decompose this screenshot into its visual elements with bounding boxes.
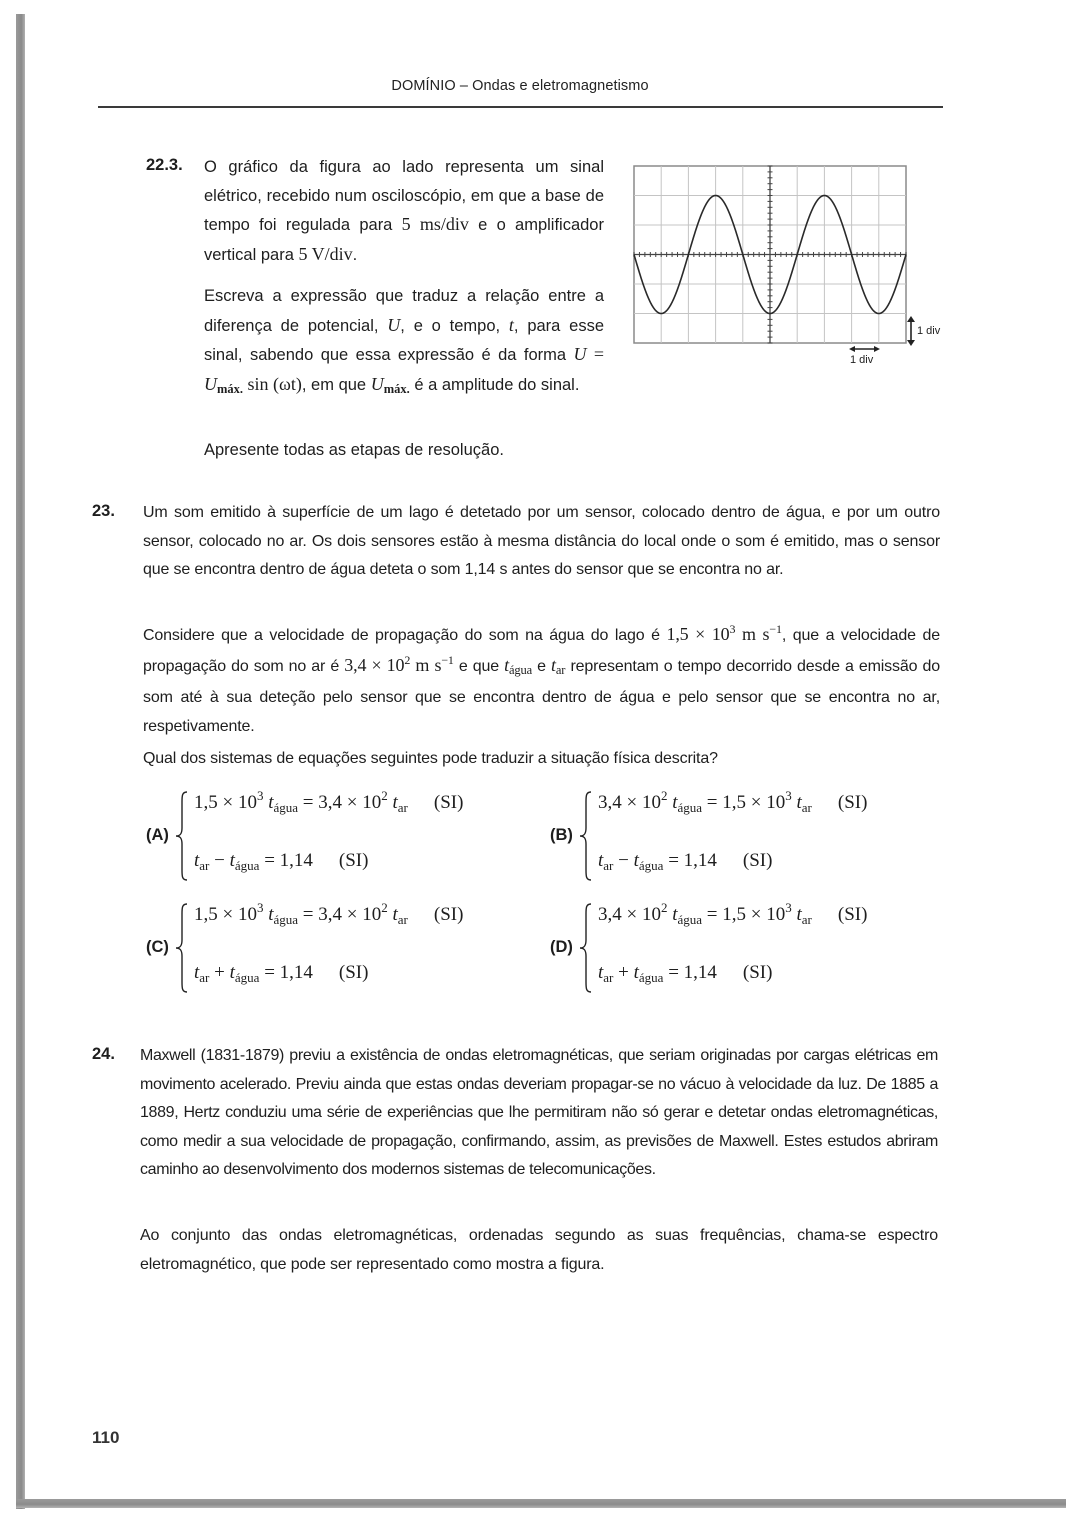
- v-water-unit: m s: [735, 624, 770, 644]
- si-units: (SI): [338, 962, 369, 983]
- t-agua: [504, 655, 532, 675]
- eq2-operator: +: [214, 962, 225, 983]
- eq2-first-sub: ar: [199, 858, 210, 873]
- v-air-unit-exp: −1: [441, 652, 454, 667]
- t-symbol: t: [598, 962, 604, 983]
- vertical-scale-label: 1 div: [917, 325, 941, 337]
- task-text-4: , em que: [301, 375, 371, 394]
- t-symbol: t: [672, 904, 678, 925]
- left-brace-icon: [578, 902, 594, 994]
- answer-option-c[interactable]: [146, 902, 526, 1002]
- t-ar: [551, 655, 565, 675]
- task-text-1: Escreva a expressão que traduz a relação entre a diferença de potencial,: [204, 287, 604, 335]
- umax-symbol: U: [370, 373, 384, 394]
- p2-text-4: e: [532, 657, 552, 675]
- answer-option-d[interactable]: [550, 902, 930, 1002]
- left-brace-icon: [174, 902, 190, 994]
- eq2-first-sub: ar: [199, 970, 210, 985]
- v-air-mantissa: 3,4 × 10: [344, 654, 405, 675]
- option-label: (D): [550, 938, 573, 956]
- eq2-first-sub: ar: [603, 858, 614, 873]
- q23-paragraph-1: Um som emitido à superfície de um lago é detetado por um sensor, colocado dentro de água, e por um outro sensor, colocado no ar. Os dois sensores estão à mesma distância do local onde o som é emitido, mas o sensor que se encontra dentro de água deteta o som 1,14 s antes do sensor que se encontra no ar.: [143, 504, 940, 578]
- p2-text-1: Considere que a velocidade de propagação do som na água do lago é: [143, 627, 667, 644]
- eq2-first-sub: ar: [603, 970, 614, 985]
- eq1-right-exp: 3: [785, 788, 792, 803]
- eq1-right-exp: 3: [785, 900, 792, 915]
- p2-text-2: , que a velocidade de propagação do som no ar é: [143, 627, 941, 675]
- question-number-24: 24.: [92, 1045, 115, 1063]
- eq1-left-sub: água: [677, 800, 703, 815]
- p2-text-3: e que: [453, 657, 505, 675]
- oscilloscope-figure: [628, 160, 958, 375]
- formula-u: U: [573, 344, 587, 364]
- page-number: 110: [92, 1428, 120, 1447]
- answer-option-b[interactable]: [550, 790, 930, 890]
- eq1-right-coef: 3,4 × 10: [318, 792, 382, 813]
- eq1-right-sub: ar: [397, 800, 408, 815]
- eq1-left-sub: água: [677, 912, 703, 927]
- t-ar-sub: ar: [555, 662, 566, 677]
- formula-umax: U: [204, 373, 217, 394]
- eq2-second-sub: água: [234, 858, 260, 873]
- eq2-second-sub: água: [638, 858, 664, 873]
- vertical-gain-value: 5 V/div: [298, 243, 353, 264]
- eq1-right-coef: 1,5 × 10: [722, 792, 786, 813]
- question-number-23: 23.: [92, 502, 115, 520]
- eq2-operator: +: [618, 962, 629, 983]
- eq2-value: 1,14: [279, 850, 313, 871]
- t-symbol: t: [194, 962, 200, 983]
- umax-sub: máx.: [383, 381, 410, 396]
- eq1-left-coef: 1,5 × 10: [194, 792, 257, 813]
- q22-3-instruction: Apresente todas as etapas de resolução.: [204, 441, 504, 459]
- eq1-right-exp: 2: [381, 900, 388, 915]
- eq2-value: 1,14: [683, 962, 717, 983]
- si-units: (SI): [433, 792, 464, 813]
- t-symbol: t: [796, 792, 802, 813]
- t-symbol: t: [672, 792, 678, 813]
- eq1-left-sub: água: [273, 800, 299, 815]
- q24-paragraph-1: Maxwell (1831-1879) previu a existência de ondas eletromagnéticas, que seriam originadas por cargas elétricas em movimento acelerado. Previu ainda que estas ondas deveriam propagar-se no vácuo à velocidade da luz. De 1885 a 1889, Hertz conduziu uma série de experiências que lhe permitiram não só gerar e detetar ondas eletromagnéticas, como medir a sua velocidade de propagação, confirmando, assim, as previsões de Maxwell. Estes estudos abriram caminho ao desenvolvimento dos modernos sistemas de telecomunicações.: [140, 1047, 938, 1178]
- t-symbol: t: [392, 792, 398, 813]
- formula-equals: =: [586, 344, 604, 364]
- si-units: (SI): [837, 904, 868, 925]
- t-symbol: t: [392, 904, 398, 925]
- left-brace-icon: [174, 790, 190, 882]
- eq1-right-exp: 2: [381, 788, 388, 803]
- equation-2: $t_{ar} + t_{água} = 1,14$ (SI): [194, 962, 369, 985]
- equation-1: $1,5 \times 10^3$ $t_{água} = 3,4 \times 10^2$ $t_{ar}$ (SI): [194, 788, 464, 815]
- scan-border-left: [16, 14, 25, 1509]
- task-text-3: , para esse sinal, sabendo que essa expressão é da forma: [204, 316, 604, 364]
- equation-2: $t_{ar} + t_{água} = 1,14$ (SI): [598, 962, 773, 985]
- vertical-scale-marker: [907, 316, 941, 346]
- equation-1: $3,4 \times 10^2$ $t_{água} = 1,5 \times 10^3$ $t_{ar}$ (SI): [598, 788, 868, 815]
- eq1-left-exp: 2: [660, 788, 668, 803]
- horizontal-scale-marker: [849, 346, 880, 366]
- equation-1: $3,4 \times 10^2$ $t_{água} = 1,5 \times 10^3$ $t_{ar}$ (SI): [598, 900, 868, 927]
- si-units: (SI): [338, 850, 369, 871]
- option-label: (A): [146, 826, 169, 844]
- p2-text-5: representam o tempo decorrido desde a emissão do som até à sua deteção pelo sensor que se encontra dentro de água e pelo sensor que se encontra no ar, respetivamente.: [143, 657, 940, 735]
- eq1-left-sub: água: [273, 912, 299, 927]
- eq2-operator: −: [618, 850, 629, 871]
- eq1-left-exp: 3: [256, 900, 264, 915]
- t-symbol: t: [194, 850, 200, 871]
- t-symbol: t: [633, 962, 639, 983]
- t-symbol: t: [598, 850, 604, 871]
- equation-2: $t_{ar} - t_{água} = 1,14$ (SI): [194, 850, 369, 873]
- v-air-exponent: 2: [404, 652, 411, 667]
- eq1-left-exp: 2: [660, 900, 668, 915]
- si-units: (SI): [742, 962, 773, 983]
- umax-ref: [371, 374, 410, 394]
- t-symbol: t: [268, 792, 274, 813]
- q23-paragraph-2: [143, 620, 940, 741]
- left-brace-icon: [578, 790, 594, 882]
- var-u: U: [387, 314, 401, 335]
- v-water-mantissa: 1,5 × 10: [666, 624, 730, 644]
- eq1-right-sub: ar: [801, 912, 812, 927]
- v-water-unit-exp: −1: [769, 622, 782, 636]
- intro-text-2: e o amplificador vertical para: [204, 216, 604, 264]
- var-t: t: [508, 314, 514, 335]
- eq2-second-sub: água: [638, 970, 664, 985]
- task-text-5: é a amplitude do sinal.: [409, 375, 580, 394]
- eq2-value: 1,14: [683, 850, 717, 871]
- eq1-right-sub: ar: [397, 912, 408, 927]
- q23-question: Qual dos sistemas de equações seguintes pode traduzir a situação física descrita?: [143, 750, 718, 767]
- si-units: (SI): [837, 792, 868, 813]
- q24-paragraph-2: Ao conjunto das ondas eletromagnéticas, ordenadas segundo as suas frequências, chama-se espectro eletromagnético, que pode ser representado como mostra a figura.: [140, 1227, 938, 1273]
- t-symbol: t: [796, 904, 802, 925]
- t-agua-sub: água: [509, 662, 533, 677]
- time-base-value: 5 ms/div: [401, 214, 469, 234]
- eq2-operator: −: [214, 850, 225, 871]
- formula-sine: sin (ωt): [243, 373, 302, 394]
- q22-3-task: [204, 282, 604, 403]
- oscilloscope-grid: [634, 166, 906, 343]
- running-head: DOMÍNIO – Ondas e eletromagnetismo: [391, 78, 649, 94]
- intro-text-3: .: [352, 245, 358, 264]
- formula-umax-sub: máx.: [217, 381, 244, 396]
- eq1-left-coef: 3,4 × 10: [598, 792, 661, 813]
- q22-3-intro: [204, 153, 604, 269]
- option-label: (C): [146, 938, 169, 956]
- t-agua-symbol: t: [504, 654, 510, 675]
- si-units: (SI): [742, 850, 773, 871]
- t-symbol: t: [633, 850, 639, 871]
- equation-2: $t_{ar} - t_{água} = 1,14$ (SI): [598, 850, 773, 873]
- question-number-22-3: 22.3.: [146, 156, 183, 174]
- intro-text-1: O gráfico da figura ao lado representa um sinal elétrico, recebido num osciloscópio, em que a base de tempo foi regulada para: [204, 158, 604, 234]
- eq1-left-exp: 3: [256, 788, 264, 803]
- eq1-right-sub: ar: [801, 800, 812, 815]
- v-air-unit: m s: [410, 654, 442, 675]
- t-symbol: t: [268, 904, 274, 925]
- v-water: [666, 624, 781, 644]
- eq1-right-coef: 1,5 × 10: [722, 904, 786, 925]
- eq1-left-coef: 3,4 × 10: [598, 904, 661, 925]
- equation-1: $1,5 \times 10^3$ $t_{água} = 3,4 \times 10^2$ $t_{ar}$ (SI): [194, 900, 464, 927]
- si-units: (SI): [433, 904, 464, 925]
- eq2-value: 1,14: [279, 962, 313, 983]
- answer-option-a[interactable]: [146, 790, 526, 890]
- scan-border-bottom: [16, 1499, 1066, 1508]
- header-rule: [98, 106, 943, 108]
- v-water-exponent: 3: [729, 622, 736, 636]
- v-air: [344, 652, 454, 675]
- eq1-right-coef: 3,4 × 10: [318, 904, 382, 925]
- eq1-left-coef: 1,5 × 10: [194, 904, 257, 925]
- task-text-2: , e o tempo,: [400, 316, 509, 335]
- eq2-second-sub: água: [234, 970, 260, 985]
- horizontal-scale-label: 1 div: [850, 354, 874, 366]
- t-ar-symbol: t: [551, 654, 556, 675]
- option-label: (B): [550, 826, 573, 844]
- t-symbol: t: [229, 850, 235, 871]
- t-symbol: t: [229, 962, 235, 983]
